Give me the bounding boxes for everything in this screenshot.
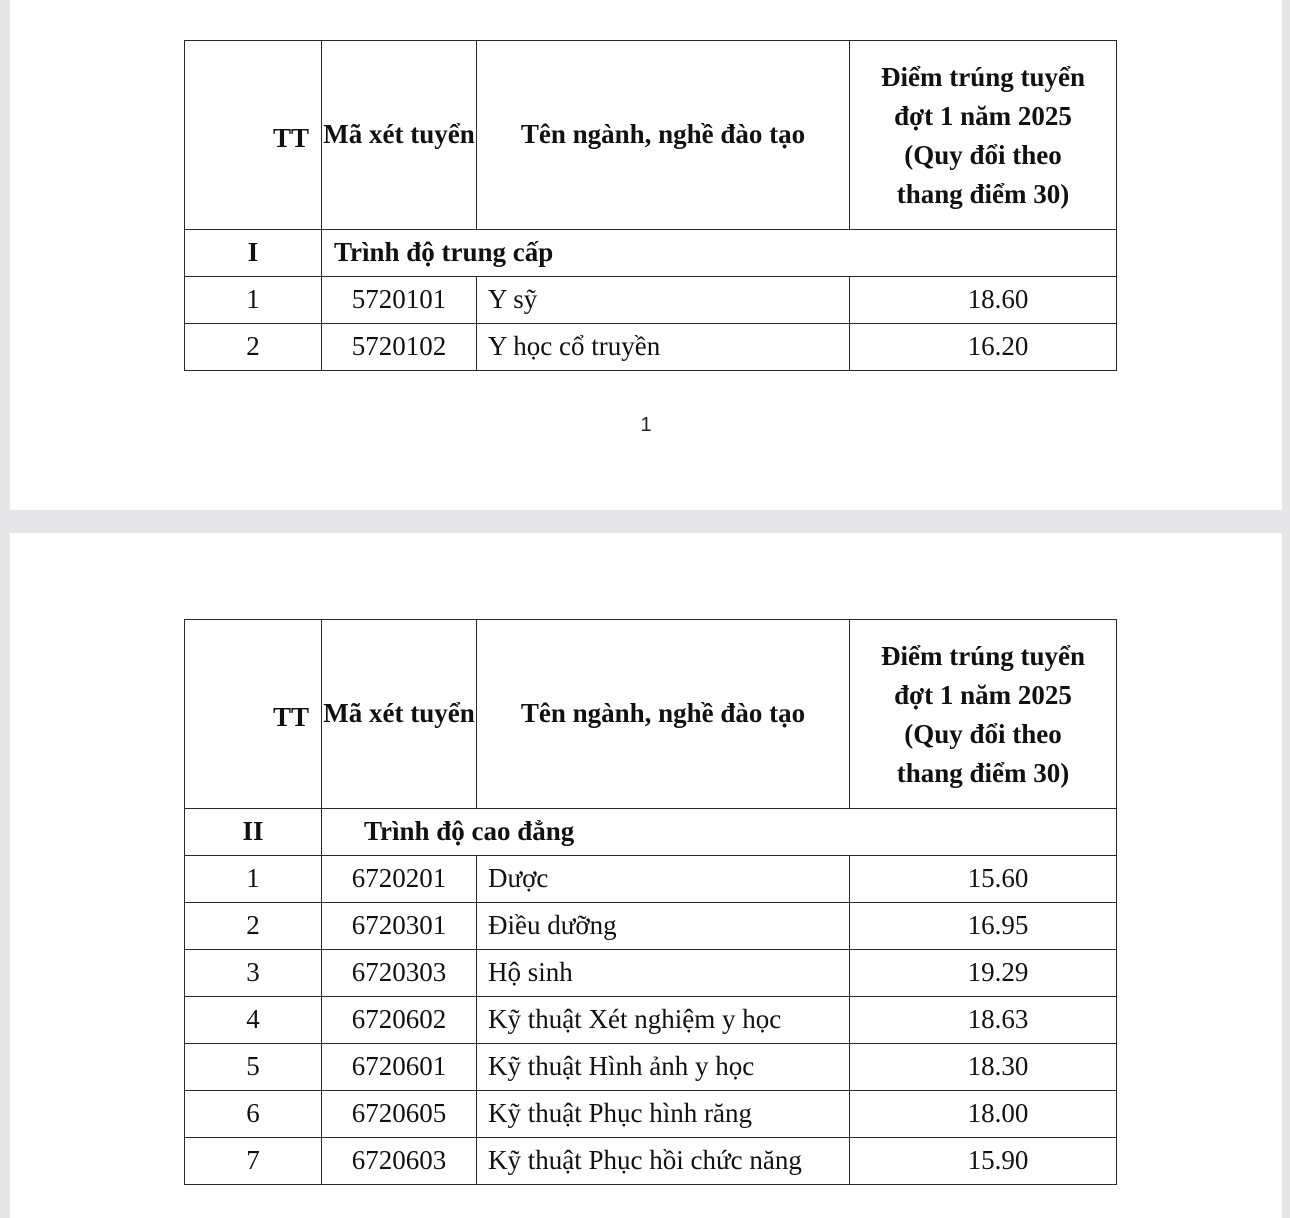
header-score [850,41,1117,230]
document-page-1 [10,0,1282,510]
table-header-row [185,41,1117,230]
row-score: 18.63 [850,997,1117,1044]
header-score-line-1: Điểm trúng tuyển [881,61,1085,92]
header-tt: TT [185,41,322,230]
header-score-line-4: thang điểm 30) [896,179,1070,210]
table-header-row [185,620,1117,809]
row-tt: 5 [185,1044,322,1091]
row-tt: 7 [185,1138,322,1185]
row-name: Dược [477,856,850,903]
group-title: Trình độ cao đẳng [322,809,1117,856]
row-score: 19.29 [850,950,1117,997]
row-score: 15.60 [850,856,1117,903]
row-score: 16.95 [850,903,1117,950]
row-score: 18.00 [850,1091,1117,1138]
header-score-line-3: (Quy đổi theo [904,140,1062,170]
row-name: Kỹ thuật Phục hồi chức năng [477,1138,850,1185]
row-score: 16.20 [850,324,1117,371]
header-tt: TT [185,620,322,809]
row-code: 6720303 [322,950,477,997]
row-tt: 6 [185,1091,322,1138]
table-row [185,950,1117,997]
row-tt: 2 [185,324,322,371]
header-name: Tên ngành, nghề đào tạo [477,41,850,230]
table-row [185,1138,1117,1185]
row-tt: 1 [185,277,322,324]
group-roman: I [185,230,322,277]
row-tt: 4 [185,997,322,1044]
row-score: 18.30 [850,1044,1117,1091]
row-code: 5720102 [322,324,477,371]
row-code: 6720603 [322,1138,477,1185]
row-code: 6720301 [322,903,477,950]
table-row [185,997,1117,1044]
table-row [185,903,1117,950]
row-tt: 2 [185,903,322,950]
row-name: Kỹ thuật Xét nghiệm y học [477,997,850,1044]
row-name: Y học cổ truyền [477,324,850,371]
header-score-line-1: Điểm trúng tuyển [881,640,1085,671]
table-row [185,324,1117,371]
header-code: Mã xét tuyển [322,620,477,809]
document-page-2 [10,533,1282,1218]
table-row [185,277,1117,324]
row-code: 6720602 [322,997,477,1044]
admission-score-table-intermediate [184,40,1117,371]
header-score [850,620,1117,809]
row-tt: 3 [185,950,322,997]
header-score-line-2: đợt 1 năm 2025 [894,679,1072,710]
header-code: Mã xét tuyển [322,41,477,230]
row-name: Kỹ thuật Hình ảnh y học [477,1044,850,1091]
group-roman: II [185,809,322,856]
table-row [185,856,1117,903]
group-row [185,809,1117,856]
group-row [185,230,1117,277]
row-code: 6720201 [322,856,477,903]
header-name: Tên ngành, nghề đào tạo [477,620,850,809]
table-row [185,1044,1117,1091]
header-score-line-4: thang điểm 30) [896,758,1070,789]
row-code: 6720601 [322,1044,477,1091]
page-number: 1 [640,414,652,436]
row-code: 6720605 [322,1091,477,1138]
header-score-line-2: đợt 1 năm 2025 [894,100,1072,131]
table-row [185,1091,1117,1138]
row-code: 5720101 [322,277,477,324]
row-name: Kỹ thuật Phục hình răng [477,1091,850,1138]
row-score: 15.90 [850,1138,1117,1185]
row-name: Hộ sinh [477,950,850,997]
admission-score-table-college [184,619,1117,1185]
row-name: Điều dưỡng [477,903,850,950]
row-name: Y sỹ [477,277,850,324]
group-title: Trình độ trung cấp [322,230,1117,277]
header-score-line-3: (Quy đổi theo [904,719,1062,749]
row-score: 18.60 [850,277,1117,324]
row-tt: 1 [185,856,322,903]
